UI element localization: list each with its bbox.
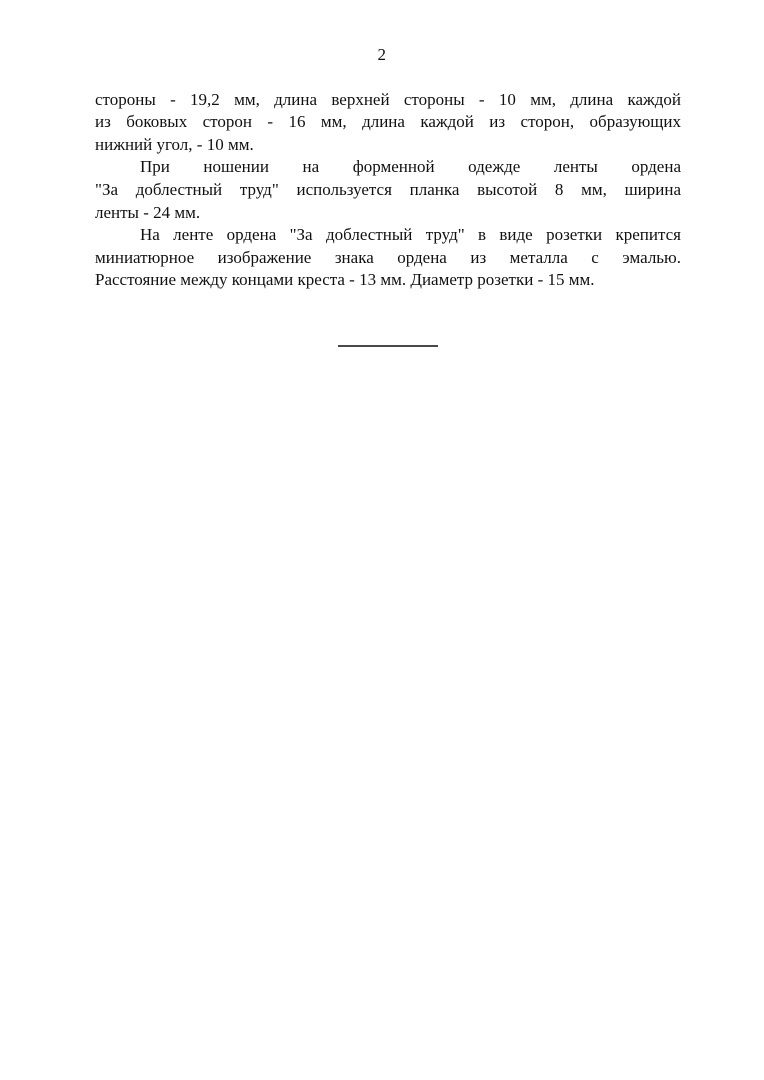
text-line: миниатюрное изображение знака ордена из металла с эмалью. <box>95 247 681 267</box>
page-number: 2 <box>377 45 387 64</box>
text-line: Расстояние между концами креста - 13 мм. Диаметр розетки - 15 мм. <box>95 270 595 290</box>
text-line: стороны - 19,2 мм, длина верхней стороны - 10 мм, длина каждой <box>95 89 681 109</box>
paragraph <box>95 224 681 292</box>
text-line: При ношении на форменной одежде ленты ордена <box>140 157 681 177</box>
paragraph <box>95 156 681 224</box>
text-line: На ленте ордена "За доблестный труд" в виде розетки крепится <box>140 225 681 245</box>
section-divider <box>338 345 438 347</box>
text-line: "За доблестный труд" используется планка высотой 8 мм, ширина <box>95 179 681 199</box>
paragraph <box>95 89 681 157</box>
text-line: из боковых сторон - 16 мм, длина каждой из сторон, образующих <box>95 112 681 132</box>
page-body <box>95 89 681 347</box>
text-line: нижний угол, - 10 мм. <box>95 134 254 154</box>
text-line: ленты - 24 мм. <box>95 202 201 222</box>
